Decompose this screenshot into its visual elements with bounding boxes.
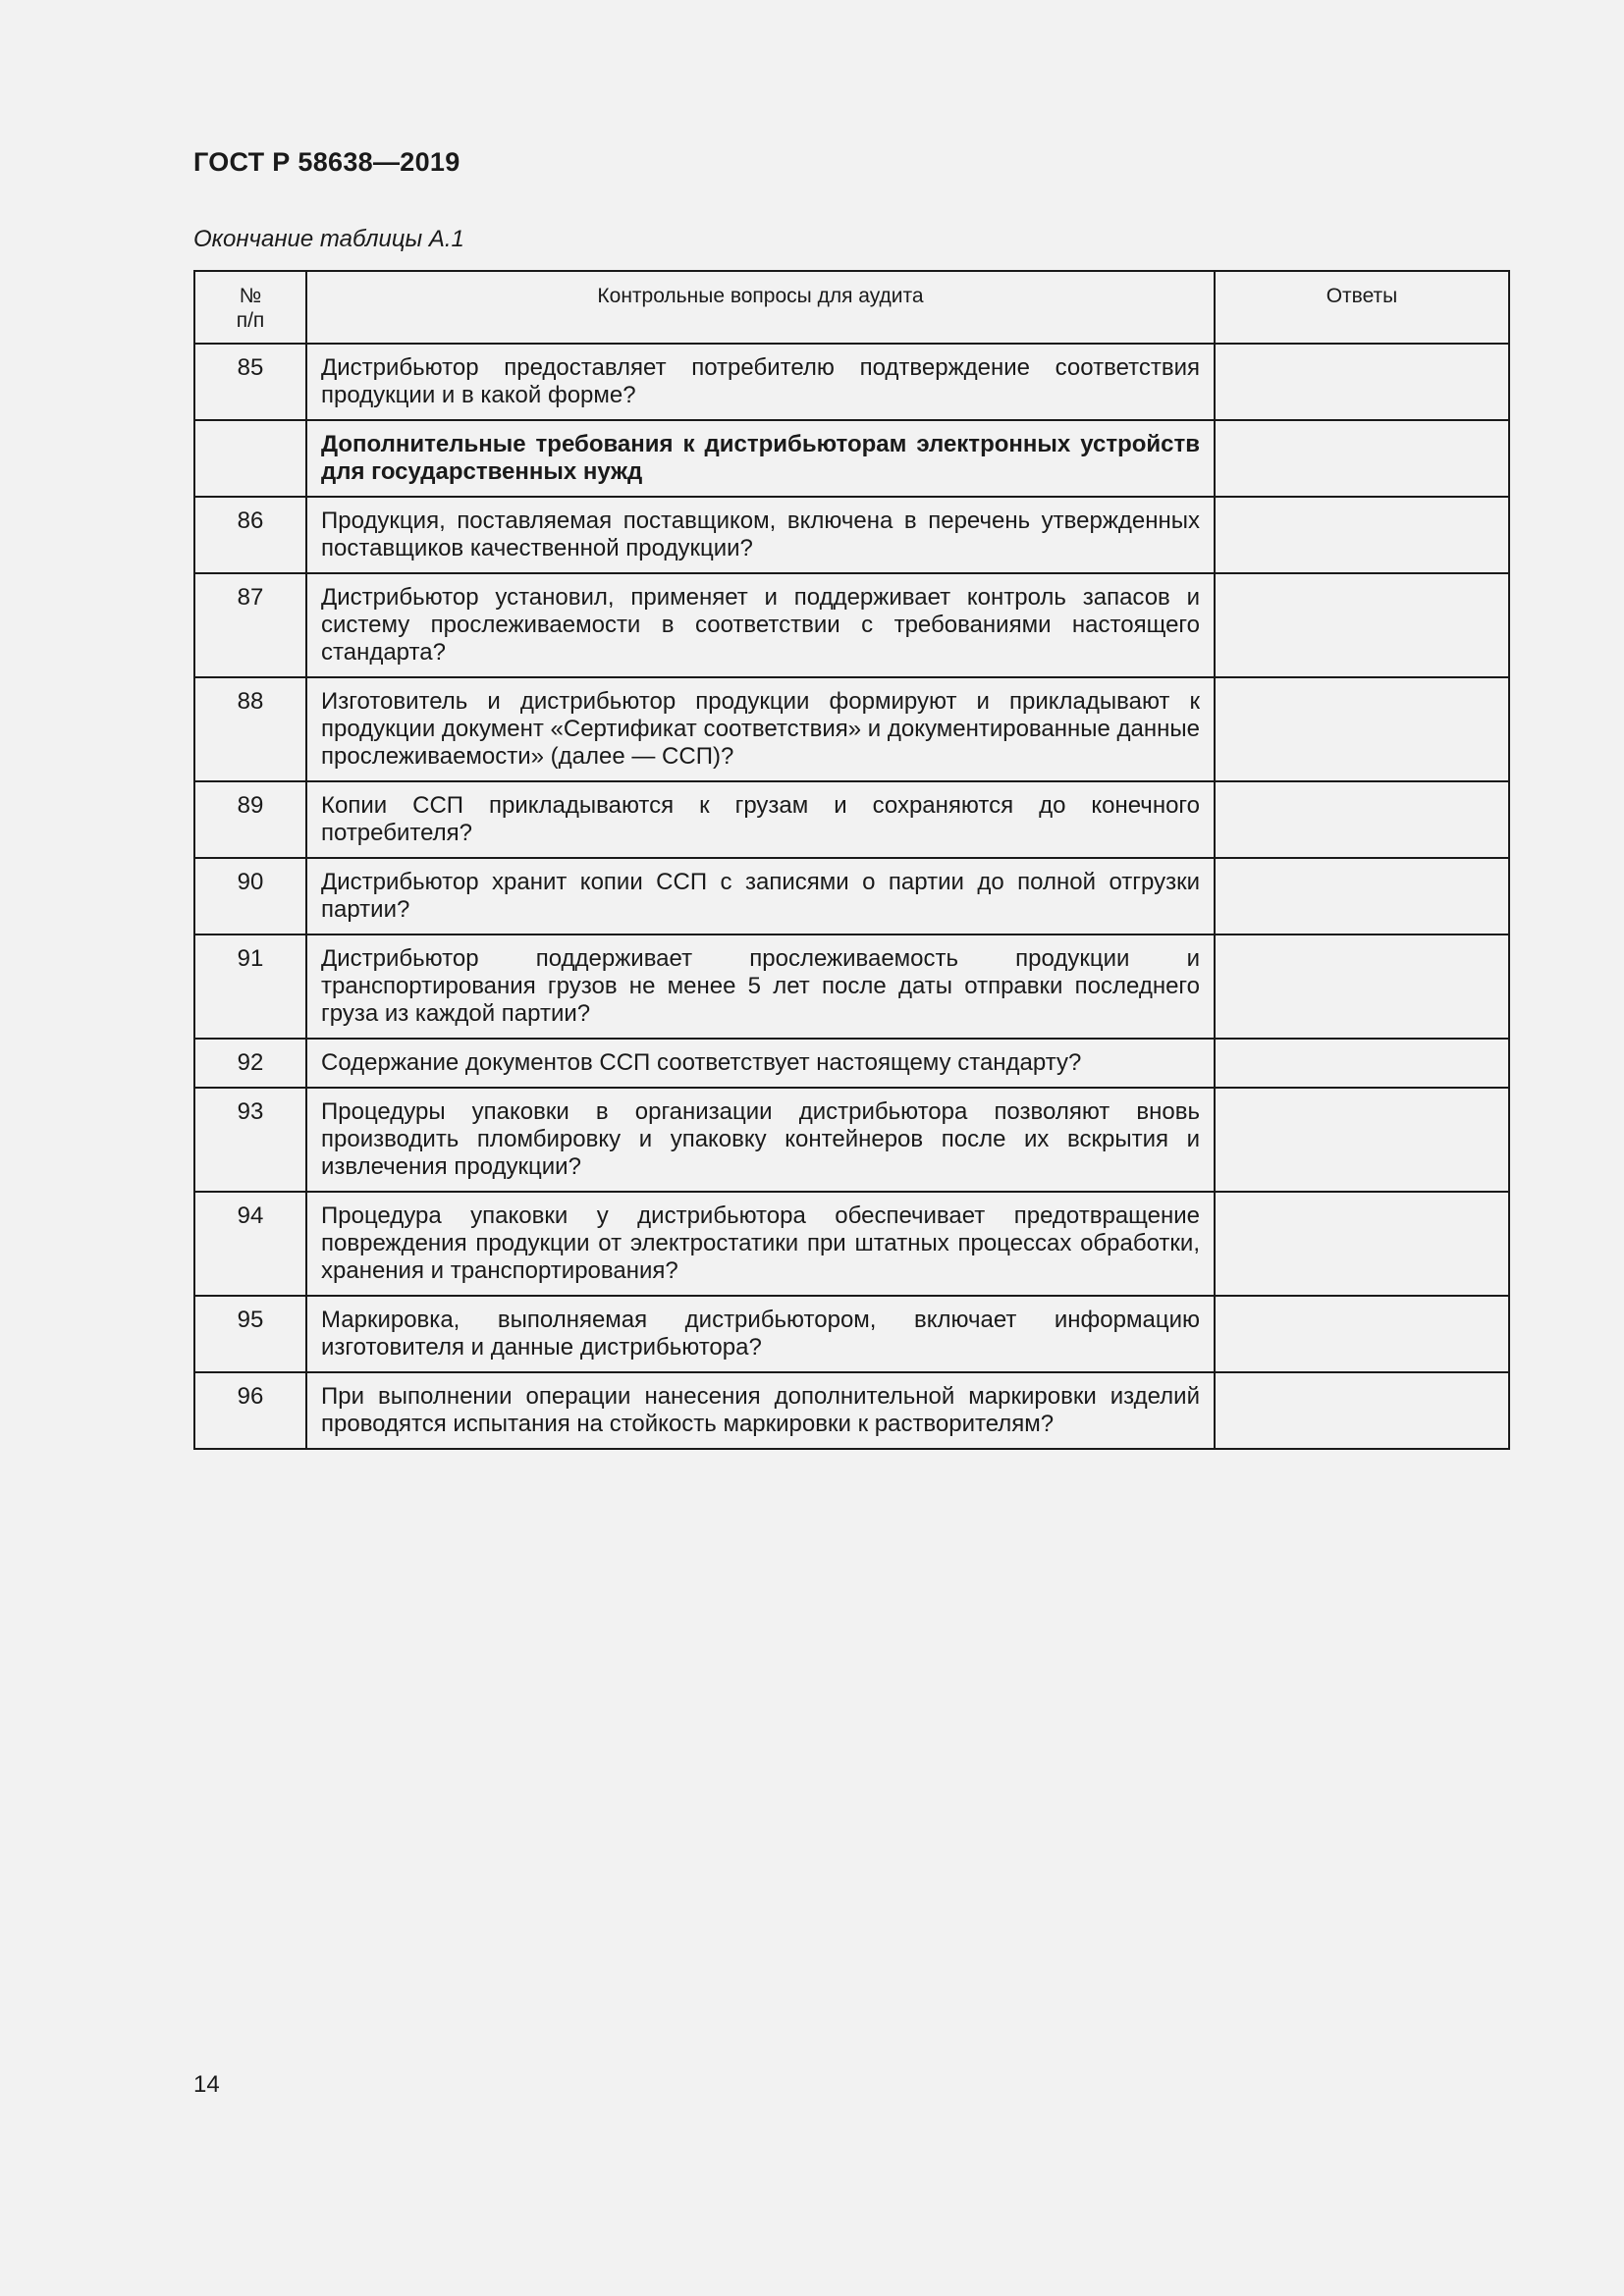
table-row — [194, 1372, 1509, 1449]
table-row — [194, 677, 1509, 781]
audit-question: Копии ССП прикладываются к грузам и сохраняются до конечного потребителя? — [306, 781, 1215, 858]
document-id: ГОСТ Р 58638—2019 — [193, 147, 460, 177]
table-body — [194, 344, 1509, 1449]
answer-cell — [1215, 497, 1509, 573]
audit-question: Процедура упаковки у дистрибьютора обеспечивает предотвращение повреждения продукции от электростатики при штатных процессах обработки, хранения и транспортирования? — [306, 1192, 1215, 1296]
audit-question: Изготовитель и дистрибьютор продукции формируют и прикладывают к продукции документ «Сертификат соответствия» и документированные данные прослеживаемости» (далее — ССП)? — [306, 677, 1215, 781]
column-header-number — [194, 271, 306, 344]
answer-cell — [1215, 934, 1509, 1039]
column-header-question: Контрольные вопросы для аудита — [306, 271, 1215, 344]
row-number: 93 — [194, 1088, 306, 1192]
audit-questions-table — [193, 270, 1510, 1450]
table-caption: Окончание таблицы А.1 — [193, 226, 464, 252]
row-number: 89 — [194, 781, 306, 858]
table-header — [194, 271, 1509, 344]
answer-cell — [1215, 1039, 1509, 1088]
answer-cell — [1215, 420, 1509, 497]
table-row — [194, 497, 1509, 573]
answer-cell — [1215, 344, 1509, 420]
row-number — [194, 420, 306, 497]
table-row — [194, 1192, 1509, 1296]
row-number: 92 — [194, 1039, 306, 1088]
row-number: 95 — [194, 1296, 306, 1372]
section-heading: Дополнительные требования к дистрибьюторам электронных устройств для государственных нужд — [306, 420, 1215, 497]
answer-cell — [1215, 1192, 1509, 1296]
audit-question: Дистрибьютор установил, применяет и поддерживает контроль запасов и систему прослеживаемости в соответствии с требованиями настоящего стандарта? — [306, 573, 1215, 677]
row-number: 96 — [194, 1372, 306, 1449]
answer-cell — [1215, 858, 1509, 934]
page-number: 14 — [193, 2071, 220, 2098]
audit-question: Продукция, поставляемая поставщиком, включена в перечень утвержденных поставщиков качественной продукции? — [306, 497, 1215, 573]
audit-question: Дистрибьютор предоставляет потребителю подтверждение соответствия продукции и в какой форме? — [306, 344, 1215, 420]
table-row — [194, 1088, 1509, 1192]
column-header-answer: Ответы — [1215, 271, 1509, 344]
column-header-number-label: № п/п — [236, 285, 265, 332]
answer-cell — [1215, 1296, 1509, 1372]
row-number: 91 — [194, 934, 306, 1039]
audit-question: Процедуры упаковки в организации дистрибьютора позволяют вновь производить пломбировку и упаковку контейнеров после их вскрытия и извлечения продукции? — [306, 1088, 1215, 1192]
audit-question: Дистрибьютор хранит копии ССП с записями о партии до полной отгрузки партии? — [306, 858, 1215, 934]
answer-cell — [1215, 1372, 1509, 1449]
row-number: 88 — [194, 677, 306, 781]
row-number: 85 — [194, 344, 306, 420]
answer-cell — [1215, 573, 1509, 677]
audit-question: При выполнении операции нанесения дополнительной маркировки изделий проводятся испытания на стойкость маркировки к растворителям? — [306, 1372, 1215, 1449]
table-row — [194, 1039, 1509, 1088]
answer-cell — [1215, 677, 1509, 781]
audit-question: Содержание документов ССП соответствует настоящему стандарту? — [306, 1039, 1215, 1088]
table-row — [194, 420, 1509, 497]
row-number: 94 — [194, 1192, 306, 1296]
table-header-row — [194, 271, 1509, 344]
audit-question: Дистрибьютор поддерживает прослеживаемость продукции и транспортирования грузов не менее 5 лет после даты отправки последнего груза из каждой партии? — [306, 934, 1215, 1039]
audit-question: Маркировка, выполняемая дистрибьютором, включает информацию изготовителя и данные дистрибьютора? — [306, 1296, 1215, 1372]
answer-cell — [1215, 781, 1509, 858]
table-row — [194, 573, 1509, 677]
table-row — [194, 934, 1509, 1039]
answer-cell — [1215, 1088, 1509, 1192]
table-row — [194, 344, 1509, 420]
row-number: 87 — [194, 573, 306, 677]
table-row — [194, 1296, 1509, 1372]
row-number: 86 — [194, 497, 306, 573]
table-row — [194, 858, 1509, 934]
row-number: 90 — [194, 858, 306, 934]
table-row — [194, 781, 1509, 858]
